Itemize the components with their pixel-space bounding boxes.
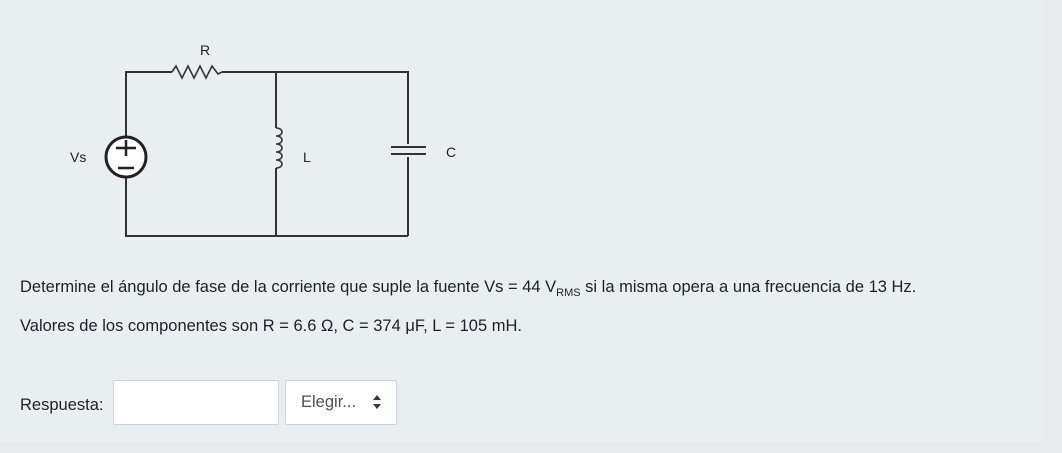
unit-select-value: Elegir...	[301, 393, 357, 411]
answer-input[interactable]	[113, 380, 279, 425]
select-sort-icon	[372, 394, 382, 410]
question-text-line-1	[20, 277, 916, 297]
question-text-part: si la misma opera a una frecuencia de 13 Hz.	[580, 278, 917, 296]
circuit-diagram	[60, 30, 460, 245]
capacitor-label: C	[446, 144, 457, 160]
answer-label: Respuesta:	[20, 396, 104, 414]
question-text-part: Determine el ángulo de fase de la corriente que suple la fuente Vs = 44 V	[20, 278, 557, 296]
unit-select[interactable]	[285, 380, 397, 425]
rms-subscript: RMS	[556, 287, 581, 299]
question-text-line-2: Valores de los componentes son R = 6.6 Ω, C = 374 μF, L = 105 mH.	[20, 317, 522, 335]
circuit-wires	[126, 66, 426, 236]
resistor-label: R	[200, 42, 211, 58]
inductor-coil	[276, 128, 282, 168]
inductor-label: L	[303, 149, 311, 165]
voltage-source-symbol	[106, 137, 146, 177]
source-label: Vs	[70, 149, 87, 165]
resistor-symbol	[172, 66, 222, 78]
